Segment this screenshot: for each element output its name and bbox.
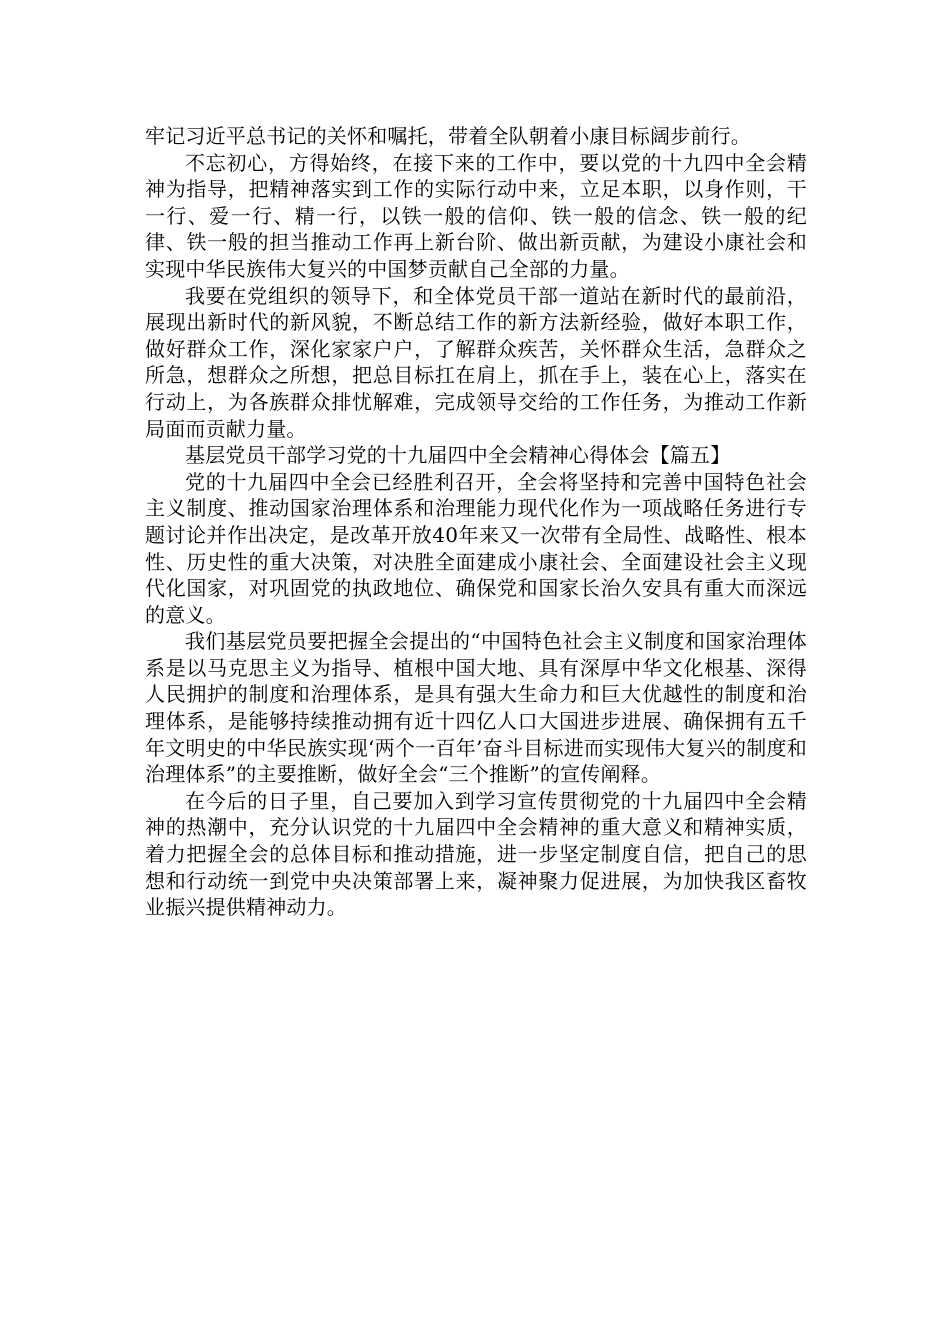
- paragraph-6: 在今后的日子里，自己要加入到学习宣传贯彻党的十九届四中全会精神的热潮中，充分认识党的十九届四中全会精神的重大意义和精神实质，着力把握全会的总体目标和推动措施，进一步坚定制度自信，把自己的思想和行动统一到党中央决策部署上来，凝神聚力促进展，为加快我区畜牧业振兴提供精神动力。: [145, 788, 807, 920]
- paragraph-4: 党的十九届四中全会已经胜利召开，全会将坚持和完善中国特色社会主义制度、推动国家治理体系和治理能力现代化作为一项战略任务进行专题讨论并作出决定，是改革开放40年来又一次带有全局性、战略性、根本性、历史性的重大决策，对决胜全面建成小康社会、全面建设社会主义现代化国家，对巩固党的执政地位、确保党和国家长治久安具有重大而深远的意义。: [145, 469, 807, 627]
- section-heading: 基层党员干部学习党的十九届四中全会精神心得体会【篇五】: [185, 443, 731, 468]
- paragraph-2: 不忘初心，方得始终，在接下来的工作中，要以党的十九四中全会精神为指导，把精神落实到工作的实际行动中来，立足本职，以身作则，干一行、爱一行、精一行，以铁一般的信仰、铁一般的信念、铁一般的纪律、铁一般的担当推动工作再上新台阶、做出新贡献，为建设小康社会和实现中华民族伟大复兴的中国梦贡献自己全部的力量。: [145, 150, 807, 281]
- paragraph-5: 我们基层党员要把握全会提出的“中国特色社会主义制度和国家治理体系是以马克思主义为指导、植根中国大地、具有深厚中华文化根基、深得人民拥护的制度和治理体系，是具有强大生命力和巨大优越性的制度和治理体系，是能够持续推动拥有近十四亿人口大国进步进展、确保拥有五千年文明史的中华民族实现‘两个一百年’奋斗目标进而实现伟大复兴的制度和治理体系”的主要推断，做好全会“三个推断”的宣传阐释。: [145, 629, 807, 787]
- document-body: [145, 123, 807, 921]
- paragraph-1: 牢记习近平总书记的关怀和嘱托，带着全队朝着小康目标阔步前行。: [145, 124, 751, 148]
- paragraph-3: 我要在党组织的领导下，和全体党员干部一道站在新时代的最前沿，展现出新时代的新风貌，不断总结工作的新方法新经验，做好本职工作，做好群众工作，深化家家户户，了解群众疾苦，关怀群众生活，急群众之所急，想群众之所想，把总目标扛在肩上，抓在手上，装在心上，落实在行动上，为各族群众排忧解难，完成领导交给的工作任务，为推动工作新局面而贡献力量。: [145, 283, 807, 441]
